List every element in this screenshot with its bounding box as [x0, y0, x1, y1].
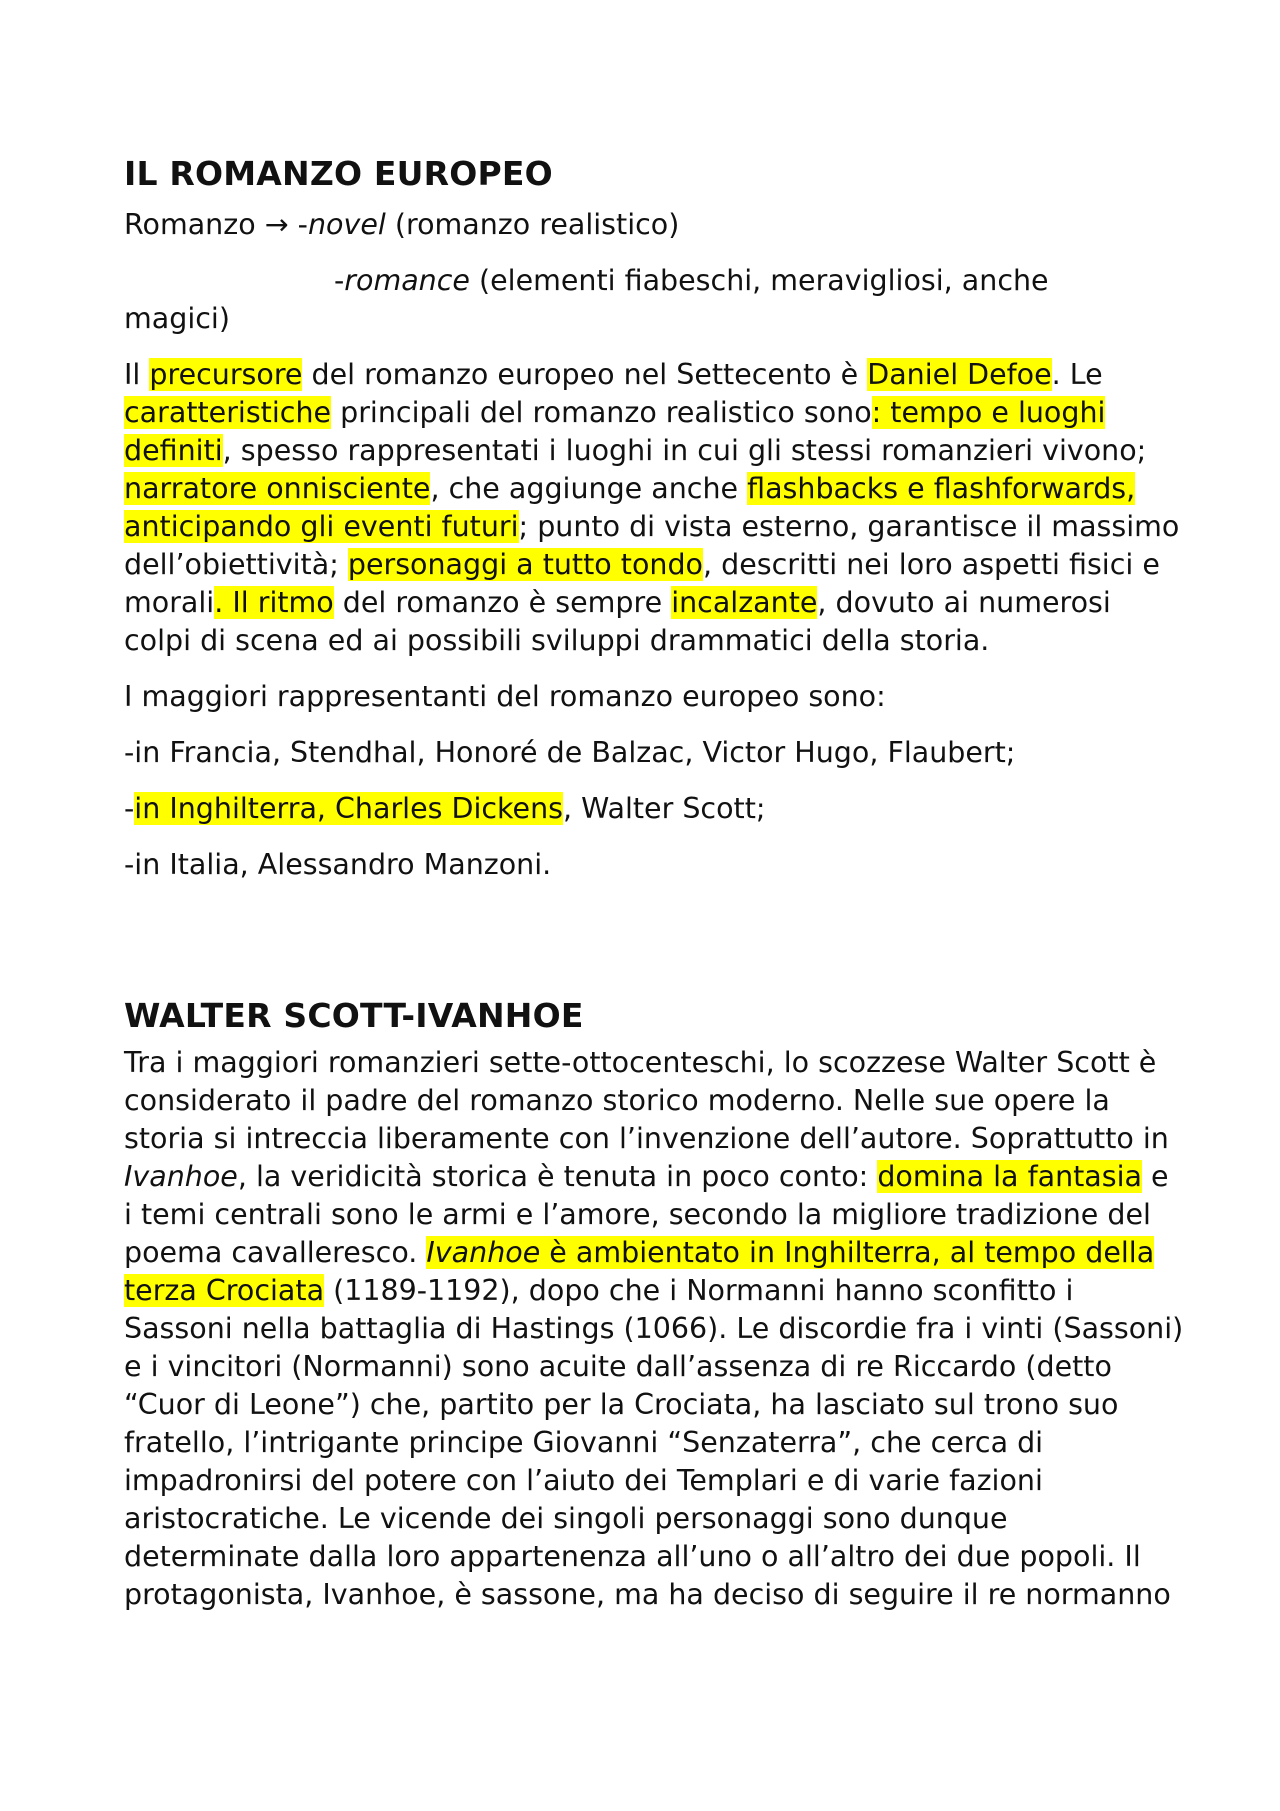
- section-title: IL ROMANZO EUROPEO: [124, 154, 553, 193]
- body-paragraph: [124, 356, 1184, 660]
- section-romanzo-europeo: [124, 148, 1184, 884]
- term-romance: romance: [344, 264, 470, 297]
- section-title: WALTER SCOTT-IVANHOE: [124, 996, 584, 1035]
- text-run: , che aggiunge anche: [430, 472, 748, 505]
- section-walter-scott: [124, 990, 1184, 1614]
- text-run: ; punto di vista esterno, garantisce il massimo dell’obiettività;: [124, 510, 1180, 581]
- definition-novel: Romanzo → -novel (romanzo realistico): [124, 208, 680, 241]
- text-run: , spesso rappresentati i luoghi in cui gli stessi romanzieri vivono;: [222, 434, 1147, 467]
- highlighted-text: in Inghilterra, Charles Dickens: [134, 792, 563, 825]
- list-item-inghilterra: -in Inghilterra, Charles Dickens, Walter Scott;: [124, 792, 766, 825]
- highlighted-text: Daniel Defoe: [867, 358, 1052, 391]
- text-run: e i temi centrali sono le armi e l’amore, secondo la migliore tradizione del poema cavalleresco.: [124, 1160, 1169, 1269]
- list-item-francia: -in Francia, Stendhal, Honoré de Balzac, Victor Hugo, Flaubert;: [124, 736, 1016, 769]
- text-run: del romanzo è sempre: [333, 586, 672, 619]
- text-run: del romanzo europeo nel Settecento è: [302, 358, 868, 391]
- text-run: , la veridicità storica è tenuta in poco conto:: [237, 1160, 878, 1193]
- highlighted-text: è ambientato in Inghilterra, al tempo della terza Crociata: [124, 1236, 1155, 1307]
- list-intro: I maggiori rappresentanti del romanzo europeo sono:: [124, 680, 886, 713]
- highlighted-text: narratore onnisciente: [124, 472, 431, 505]
- text-run: Tra i maggiori romanzieri sette-ottocenteschi, lo scozzese Walter Scott è considerato il padre del romanzo storico moderno. Nelle sue opere la storia si intreccia liberamente con l’invenzione dell’autore. Soprattutto in: [124, 1046, 1169, 1155]
- text-run: , dovuto ai numerosi colpi di scena ed ai possibili sviluppi drammatici della storia.: [124, 586, 1111, 657]
- list-item-italia: -in Italia, Alessandro Manzoni.: [124, 848, 552, 881]
- highlighted-text: precursore: [149, 358, 303, 391]
- text-run: . Le: [1051, 358, 1103, 391]
- text-run: , descritti nei loro aspetti fisici e morali: [124, 548, 1160, 619]
- definition-romance: -romance (elementi fiabeschi, meravigliosi, anche magici): [124, 264, 1049, 335]
- highlighted-text: flashbacks e flashforwards, anticipando gli eventi futuri: [124, 472, 1136, 543]
- text-run: (1189-1192), dopo che i Normanni hanno sconfitto i Sassoni nella battaglia di Hastings (1066). Le discordie fra i vinti (Sassoni) e i vincitori (Normanni) sono acuite dall’assenza di re Riccardo (detto “Cuor di Leone”) che, partito per la Crociata, ha lasciato sul trono suo fratello, l’intrigante principe Giovanni “Senzaterra”, che cerca di impadronirsi del potere con l’aiuto dei Templari e di varie fazioni aristocratiche. Le vicende dei singoli personaggi sono dunque determinate dalla loro appartenenza all’uno o all’altro dei due popoli. Il protagonista, Ivanhoe, è sassone, ma ha deciso di seguire il re normanno: [124, 1274, 1184, 1611]
- highlighted-text: domina la fantasia: [877, 1160, 1142, 1193]
- highlighted-text: incalzante: [671, 586, 818, 619]
- highlighted-text: Ivanhoe: [426, 1236, 541, 1269]
- highlighted-text: caratteristiche: [124, 396, 332, 429]
- arrow-icon: →: [264, 208, 289, 241]
- text-run: Il: [124, 358, 150, 391]
- term-novel: novel: [307, 208, 386, 241]
- text-run: Ivanhoe: [124, 1160, 238, 1193]
- body-paragraph: [124, 1044, 1184, 1614]
- text-run: principali del romanzo realistico sono: [331, 396, 872, 429]
- highlighted-text: personaggi a tutto tondo: [347, 548, 703, 581]
- highlighted-text: : tempo e luoghi definiti: [124, 396, 1106, 467]
- highlighted-text: . Il ritmo: [214, 586, 334, 619]
